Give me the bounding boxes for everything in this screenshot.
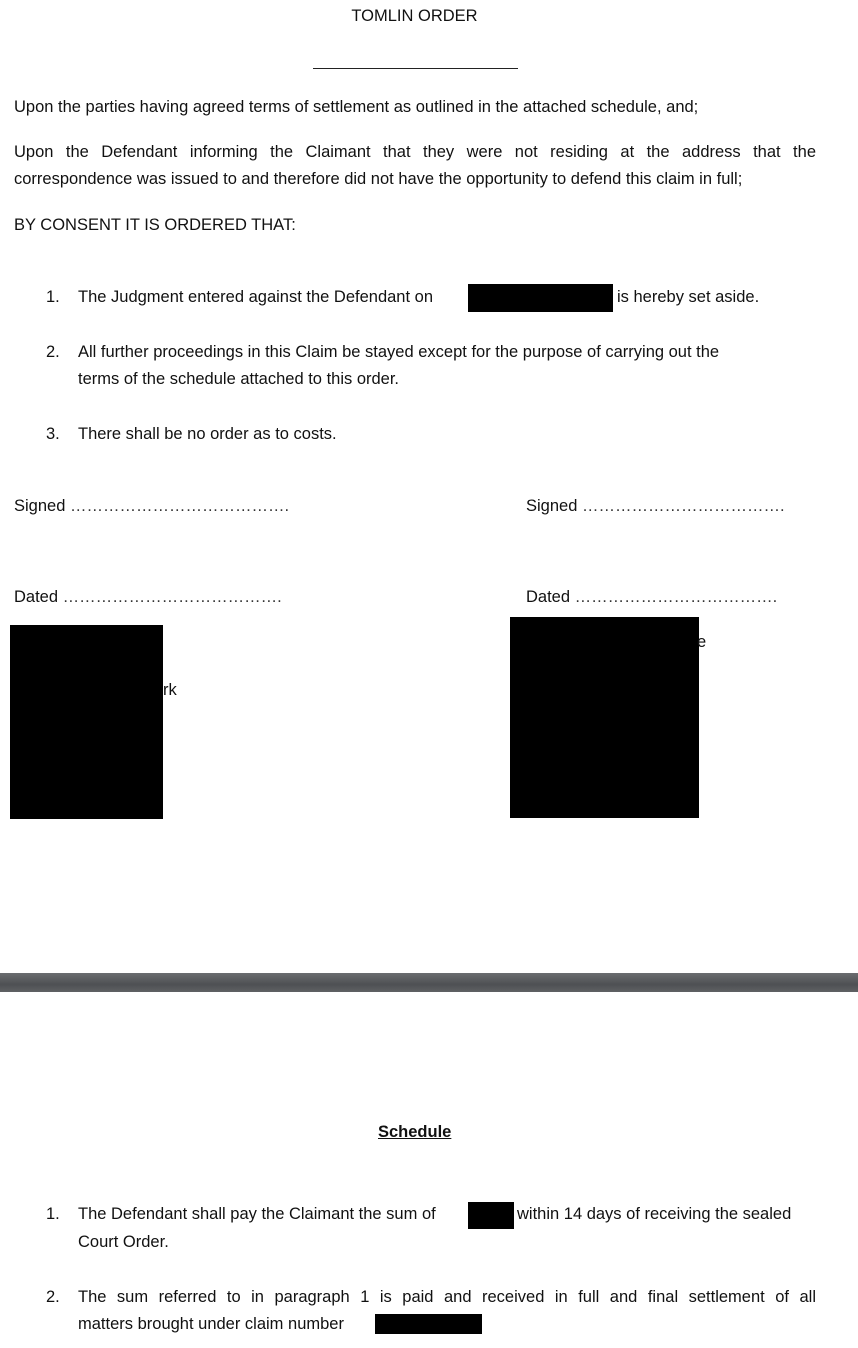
- redaction-left-party-block: [10, 625, 163, 819]
- redaction-settlement-sum: [468, 1202, 514, 1229]
- right-dated-dots: ……………………………….: [574, 588, 778, 606]
- order-1-number: 1.: [46, 288, 60, 306]
- document-title: TOMLIN ORDER: [351, 7, 478, 25]
- left-block-fragment: rk: [163, 681, 177, 699]
- redaction-right-party-block: [510, 617, 699, 818]
- redaction-judgment-date: [468, 284, 613, 312]
- title-underline-rule: [313, 68, 518, 69]
- left-signed-line: [14, 497, 289, 516]
- schedule-2-number: 2.: [46, 1288, 60, 1306]
- right-signed-dots: ……………………………….: [581, 497, 785, 515]
- redaction-claim-number: [375, 1314, 482, 1334]
- consent-heading: BY CONSENT IT IS ORDERED THAT:: [14, 216, 296, 234]
- schedule-1-number: 1.: [46, 1205, 60, 1223]
- order-1-text-before: The Judgment entered against the Defendant on: [78, 288, 433, 306]
- right-block-fragment: e: [697, 633, 707, 651]
- left-dated-line: [14, 588, 282, 607]
- recital-2: Upon the Defendant informing the Claimant that they were not residing at the address that the correspondence was issued to and therefore did not have the opportunity to defend this claim in full;: [14, 143, 816, 188]
- left-signed-dots: ………………………………….: [69, 497, 290, 515]
- schedule-title: Schedule: [378, 1123, 452, 1141]
- left-dated-label: Dated: [14, 588, 59, 606]
- order-3-number: 3.: [46, 425, 60, 443]
- order-2-line-2: terms of the schedule attached to this order.: [78, 370, 400, 388]
- order-1-text-after: is hereby set aside.: [617, 288, 760, 306]
- order-2-line-1: All further proceedings in this Claim be stayed except for the purpose of carrying out the: [78, 343, 720, 361]
- right-dated-line: [526, 588, 777, 607]
- page-break-divider: [0, 973, 858, 992]
- left-signed-label: Signed: [14, 497, 66, 515]
- schedule-2-line-2: matters brought under claim number: [78, 1315, 344, 1333]
- schedule-1-text-after: within 14 days of receiving the sealed: [517, 1205, 792, 1223]
- right-dated-label: Dated: [526, 588, 571, 606]
- schedule-1-line-2: Court Order.: [78, 1233, 169, 1251]
- right-signed-label: Signed: [526, 497, 578, 515]
- order-2-number: 2.: [46, 343, 60, 361]
- schedule-2-line-1: The sum referred to in paragraph 1 is paid and received in full and final settlement of all: [78, 1288, 816, 1306]
- order-3-text: There shall be no order as to costs.: [78, 425, 337, 443]
- right-signed-line: [526, 497, 785, 516]
- recital-1: Upon the parties having agreed terms of settlement as outlined in the attached schedule, and;: [14, 98, 699, 116]
- left-dated-dots: ………………………………….: [62, 588, 282, 606]
- schedule-1-text-before: The Defendant shall pay the Claimant the sum of: [78, 1205, 436, 1223]
